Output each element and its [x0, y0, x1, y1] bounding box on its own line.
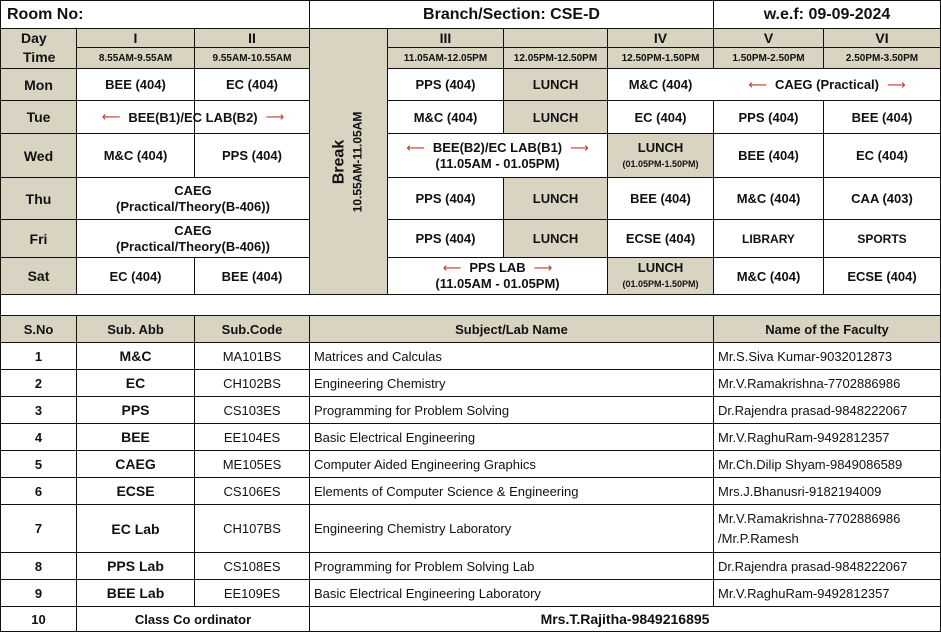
fri-period-6: SPORTS: [857, 231, 907, 246]
wed-lab-block: [388, 134, 607, 177]
table-row-name: Basic Electrical Engineering: [314, 429, 476, 445]
day-wed: Wed: [1, 134, 76, 177]
thu-caeg-detail: (Practical/Theory(B-406)): [116, 198, 270, 214]
mon-period-1: BEE (404): [105, 77, 166, 92]
sat-period-1: EC (404): [109, 268, 162, 284]
wed-period-6: EC (404): [855, 148, 909, 163]
table-row-faculty: Dr.Rajendra prasad-9848222067: [718, 558, 908, 574]
table-row-code: CS103ES: [223, 402, 281, 418]
period-1-number: I: [77, 29, 194, 47]
table-row-faculty: Mr.Ch.Dilip Shyam-9849086589: [718, 456, 903, 472]
table-row-faculty: Mr.S.Siva Kumar-9032012873: [718, 348, 893, 364]
sat-period-6: ECSE (404): [847, 268, 917, 284]
table-row-abb: PPS Lab: [107, 558, 164, 574]
wed-period-1: M&C (404): [103, 148, 168, 163]
day-tue: Tue: [1, 101, 76, 133]
tue-period-6: BEE (404): [851, 109, 913, 125]
wed-lab-time: (11.05AM - 01.05PM): [435, 155, 560, 171]
fri-period-3: PPS (404): [415, 231, 476, 246]
tue-period-1-2: [77, 101, 309, 133]
table-row-code: CS106ES: [223, 483, 281, 499]
arrow-left-icon: ⟵: [442, 260, 462, 275]
arrow-left-icon: ⟵: [748, 76, 767, 92]
period-6-number: VI: [824, 29, 940, 47]
table-row-faculty: [714, 505, 940, 552]
break-label: Break: [330, 139, 348, 184]
period-4-time: 12.50PM-1.50PM: [608, 48, 713, 68]
faculty-primary: Mr.V.Ramakrishna-7702886986: [718, 510, 901, 526]
period-4-number: IV: [608, 29, 713, 47]
table-row-faculty: Mr.V.Ramakrishna-7702886986: [718, 375, 901, 391]
sat-period-5: M&C (404): [736, 268, 801, 284]
thu-period-3: PPS (404): [415, 191, 476, 206]
table-row-name: Computer Aided Engineering Graphics: [314, 456, 536, 472]
table-row-name: Basic Electrical Engineering Laboratory: [314, 585, 541, 601]
table-row-code: ME105ES: [222, 456, 282, 472]
table-row-abb: M&C: [119, 348, 152, 364]
table-row-name: Engineering Chemistry: [314, 375, 446, 391]
table-row-abb: ECSE: [116, 483, 155, 499]
arrow-right-icon: ⟶: [265, 109, 285, 124]
thu-period-1-2: [77, 178, 309, 219]
thu-period-5: M&C (404): [736, 191, 801, 206]
coordinator-sno: 10: [31, 611, 46, 627]
table-row-abb: BEE Lab: [106, 585, 165, 601]
table-row-code: EE104ES: [223, 429, 281, 445]
period-3-number: III: [388, 29, 503, 47]
table-row-faculty: Dr.Rajendra prasad-9848222067: [718, 402, 908, 418]
sat-lab-block: [388, 258, 607, 294]
mon-caeg-label: CAEG (Practical): [774, 77, 880, 92]
mon-period-3: PPS (404): [415, 77, 476, 92]
table-row-name: Programming for Problem Solving: [314, 402, 510, 418]
table-row-code: CH102BS: [223, 375, 281, 391]
wed-lunch: [608, 134, 713, 177]
table-row-sno: 1: [34, 348, 43, 364]
sat-period-2: BEE (404): [221, 268, 283, 284]
break-column: [310, 29, 387, 294]
tue-lab-label: BEE(B1)/EC LAB(B2): [128, 109, 258, 125]
table-row-code: CH107BS: [223, 521, 281, 536]
period-5-time: 1.50PM-2.50PM: [714, 48, 823, 68]
fri-period-1-2: [77, 220, 309, 257]
mon-lunch: LUNCH: [504, 69, 607, 100]
table-row-abb: EC Lab: [111, 520, 160, 537]
coordinator-label: Class Co ordinator: [134, 611, 252, 627]
time-label: Time: [23, 49, 56, 65]
table-row-abb: EC: [125, 375, 146, 391]
table-row-faculty: Mr.V.RaghuRam-9492812357: [718, 585, 890, 601]
table-row-abb: PPS: [121, 402, 150, 418]
fri-period-5: LIBRARY: [742, 231, 795, 246]
table-row-sno: 9: [34, 585, 43, 601]
table-row-name: Matrices and Calculas: [314, 348, 442, 364]
thu-caeg-label: CAEG: [174, 182, 212, 198]
arrow-right-icon: ⟶: [570, 139, 589, 155]
day-thu: Thu: [1, 178, 76, 219]
mon-period-5-6: [714, 69, 940, 100]
sat-lunch: [608, 258, 713, 294]
table-row-code: EE109ES: [223, 585, 281, 601]
period-5-number: V: [714, 29, 823, 47]
thu-period-4: BEE (404): [630, 191, 691, 206]
day-time-header: [1, 29, 76, 68]
sat-lab-time: (11.05AM - 01.05PM): [435, 276, 560, 291]
table-row-name: Programming for Problem Solving Lab: [314, 558, 535, 574]
col-header-faculty: Name of the Faculty: [714, 316, 940, 342]
table-row-name: Engineering Chemistry Laboratory: [314, 521, 512, 536]
arrow-left-icon: ⟵: [101, 109, 121, 124]
fri-caeg-label: CAEG: [174, 222, 212, 238]
sat-lunch-time: (01.05PM-1.50PM): [622, 279, 699, 289]
table-row-sno: 2: [34, 375, 43, 391]
table-row-faculty: Mrs.J.Bhanusri-9182194009: [718, 483, 882, 499]
col-header-code: Sub.Code: [195, 316, 309, 342]
tue-period-4: EC (404): [634, 109, 687, 125]
lunch-slot-header: [504, 29, 607, 47]
break-time: 10.55AM-11.05AM: [350, 111, 365, 212]
table-row-sno: 3: [34, 402, 43, 418]
fri-lunch: LUNCH: [504, 220, 607, 257]
lunch-slot-time: 12.05PM-12.50PM: [504, 48, 607, 68]
table-row-abb: CAEG: [115, 456, 156, 472]
table-row-sno: 7: [34, 521, 43, 536]
col-header-sno: S.No: [1, 316, 76, 342]
table-row-sno: 4: [34, 429, 43, 445]
table-row-name: Elements of Computer Science & Engineering: [314, 483, 579, 499]
table-row-sno: 5: [34, 456, 43, 472]
table-row-code: CS108ES: [223, 558, 281, 574]
faculty-secondary: /Mr.P.Ramesh: [718, 530, 799, 546]
period-6-time: 2.50PM-3.50PM: [824, 48, 940, 68]
mon-period-4: M&C (404): [628, 77, 693, 92]
table-row-faculty: Mr.V.RaghuRam-9492812357: [718, 429, 890, 445]
day-mon: Mon: [1, 69, 76, 100]
room-number-label: Room No:: [7, 5, 84, 23]
day-label: Day: [21, 30, 47, 46]
wef-date-label: w.e.f: 09-09-2024: [763, 5, 891, 23]
arrow-right-icon: ⟶: [533, 260, 553, 275]
table-row-abb: BEE: [121, 429, 150, 445]
table-row-sno: 6: [34, 483, 43, 499]
tue-lunch: LUNCH: [504, 101, 607, 133]
sat-lab-label: PPS LAB: [469, 260, 526, 275]
wed-lab-label: BEE(B2)/EC LAB(B1): [432, 139, 563, 155]
period-3-time: 11.05AM-12.05PM: [388, 48, 503, 68]
mon-period-2: EC (404): [225, 77, 279, 92]
arrow-left-icon: ⟵: [406, 139, 425, 155]
table-row-code: MA101BS: [222, 348, 282, 364]
table-row-sno: 8: [34, 558, 43, 574]
wed-period-5: BEE (404): [738, 148, 799, 163]
arrow-right-icon: ⟶: [887, 76, 906, 92]
fri-period-4: ECSE (404): [625, 231, 696, 246]
col-header-abb: Sub. Abb: [77, 316, 194, 342]
period-2-time: 9.55AM-10.55AM: [195, 48, 309, 68]
period-1-time: 8.55AM-9.55AM: [77, 48, 194, 68]
day-fri: Fri: [1, 220, 76, 257]
coordinator-name: Mrs.T.Rajitha-9849216895: [540, 611, 710, 627]
day-sat: Sat: [1, 258, 76, 294]
fri-caeg-detail: (Practical/Theory(B-406)): [116, 238, 270, 254]
thu-lunch: LUNCH: [504, 178, 607, 219]
branch-section-label: Branch/Section: CSE-D: [423, 5, 600, 23]
wed-lunch-label: LUNCH: [637, 139, 684, 155]
tue-period-5: PPS (404): [738, 109, 799, 125]
period-2-number: II: [195, 29, 309, 47]
tue-period-3: M&C (404): [413, 109, 478, 125]
thu-period-6: CAA (403): [851, 191, 913, 206]
wed-period-2: PPS (404): [222, 148, 282, 163]
col-header-name: Subject/Lab Name: [310, 316, 713, 342]
wed-lunch-time: (01.05PM-1.50PM): [622, 158, 699, 169]
sat-lunch-label: LUNCH: [637, 260, 684, 275]
